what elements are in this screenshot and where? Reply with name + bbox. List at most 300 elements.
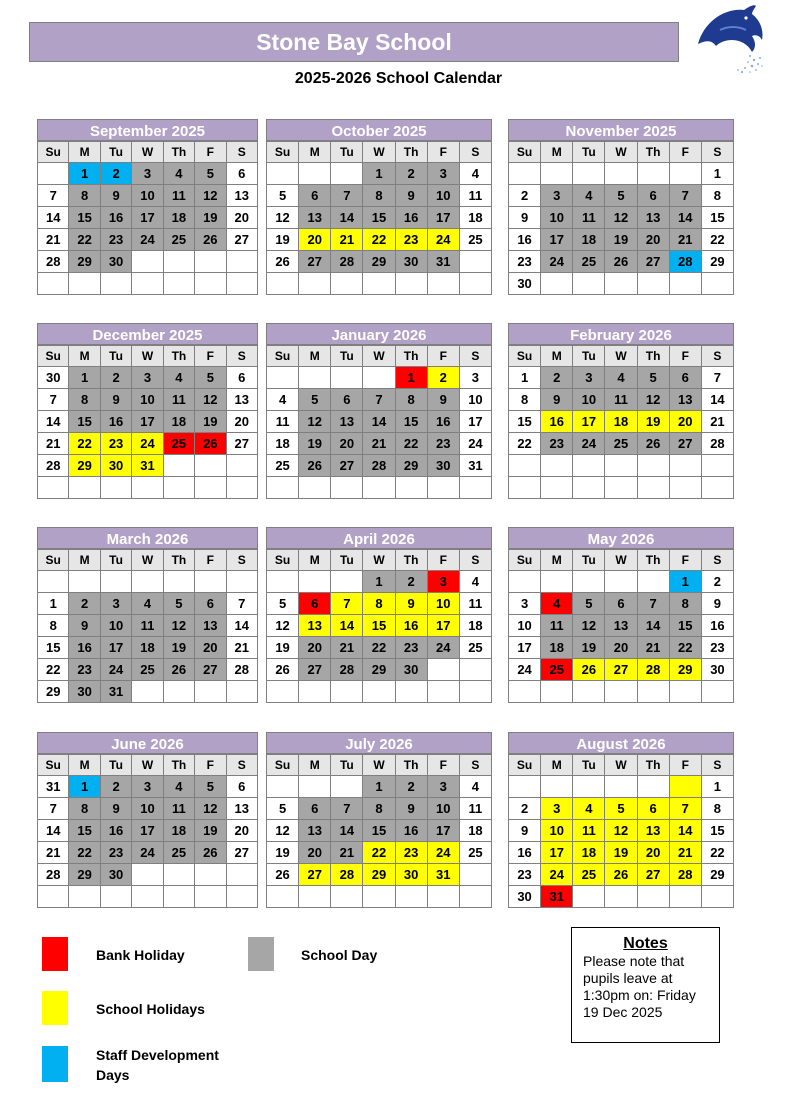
day-cell: 9 <box>509 820 541 842</box>
day-cell: 7 <box>38 389 69 411</box>
day-cell: 24 <box>132 842 163 864</box>
day-cell: 12 <box>195 798 226 820</box>
week-row <box>267 251 492 273</box>
day-cell: 19 <box>605 842 637 864</box>
empty-cell <box>267 776 299 798</box>
day-cell: 19 <box>267 637 299 659</box>
weekday-header: Tu <box>100 550 131 571</box>
month-grid <box>508 141 734 295</box>
weekday-header: F <box>427 346 459 367</box>
empty-cell <box>100 571 131 593</box>
week-row <box>267 681 492 703</box>
day-cell: 24 <box>100 659 131 681</box>
empty-cell <box>331 776 363 798</box>
day-cell: 11 <box>573 207 605 229</box>
empty-cell <box>267 681 299 703</box>
empty-cell <box>637 886 669 908</box>
empty-cell <box>132 571 163 593</box>
weekday-header: Su <box>38 755 69 776</box>
empty-cell <box>637 681 669 703</box>
day-cell: 25 <box>163 433 194 455</box>
empty-cell <box>195 273 226 295</box>
weekday-header: Th <box>395 550 427 571</box>
day-cell: 11 <box>459 798 491 820</box>
day-cell: 20 <box>669 411 701 433</box>
day-cell: 13 <box>637 207 669 229</box>
day-cell: 6 <box>226 776 257 798</box>
week-row <box>509 455 734 477</box>
empty-cell <box>701 273 733 295</box>
weekday-header: W <box>132 755 163 776</box>
day-cell: 3 <box>427 571 459 593</box>
day-cell: 24 <box>427 842 459 864</box>
day-cell: 1 <box>395 367 427 389</box>
day-cell: 24 <box>573 433 605 455</box>
empty-cell <box>331 477 363 499</box>
day-cell: 5 <box>573 593 605 615</box>
day-cell: 6 <box>226 367 257 389</box>
legend-staff-development-label: Staff Development Days <box>96 1047 219 1083</box>
day-cell: 7 <box>331 185 363 207</box>
day-cell: 3 <box>132 163 163 185</box>
empty-cell <box>195 251 226 273</box>
day-cell: 12 <box>573 615 605 637</box>
empty-cell <box>299 477 331 499</box>
month-grid <box>266 141 492 295</box>
month-name: March 2026 <box>37 527 258 549</box>
day-cell: 6 <box>299 185 331 207</box>
day-cell: 27 <box>605 659 637 681</box>
weekday-header: M <box>541 142 573 163</box>
weekday-header-row <box>38 755 258 776</box>
weekday-header: F <box>195 550 226 571</box>
empty-cell <box>669 477 701 499</box>
day-cell: 7 <box>38 185 69 207</box>
empty-cell <box>541 681 573 703</box>
weekday-header: Su <box>267 346 299 367</box>
day-cell: 11 <box>163 185 194 207</box>
weekday-header: S <box>459 142 491 163</box>
day-cell: 4 <box>573 798 605 820</box>
day-cell: 16 <box>541 411 573 433</box>
day-cell: 9 <box>395 185 427 207</box>
week-row <box>509 411 734 433</box>
day-cell: 15 <box>69 207 100 229</box>
weekday-header: S <box>701 550 733 571</box>
day-cell: 21 <box>331 842 363 864</box>
week-row <box>38 433 258 455</box>
empty-cell <box>363 886 395 908</box>
day-cell: 26 <box>267 659 299 681</box>
day-cell: 12 <box>195 185 226 207</box>
week-row <box>38 615 258 637</box>
day-cell: 2 <box>509 185 541 207</box>
day-cell: 19 <box>195 207 226 229</box>
day-cell: 13 <box>226 389 257 411</box>
day-cell: 5 <box>267 185 299 207</box>
day-cell: 31 <box>459 455 491 477</box>
weekday-header: Tu <box>100 142 131 163</box>
day-cell: 16 <box>701 615 733 637</box>
weekday-header: S <box>226 346 257 367</box>
day-cell: 11 <box>605 389 637 411</box>
day-cell: 12 <box>195 389 226 411</box>
day-cell: 9 <box>541 389 573 411</box>
week-row <box>38 798 258 820</box>
empty-cell <box>637 163 669 185</box>
day-cell: 26 <box>267 251 299 273</box>
day-cell: 2 <box>100 163 131 185</box>
weekday-header: Th <box>163 550 194 571</box>
empty-cell <box>509 571 541 593</box>
weekday-header: Tu <box>100 346 131 367</box>
day-cell: 16 <box>100 411 131 433</box>
empty-cell <box>132 477 163 499</box>
day-cell: 3 <box>509 593 541 615</box>
day-cell: 10 <box>132 798 163 820</box>
day-cell: 21 <box>226 637 257 659</box>
day-cell: 23 <box>395 842 427 864</box>
weekday-header: Th <box>637 142 669 163</box>
day-cell: 29 <box>69 864 100 886</box>
month-grid <box>508 345 734 499</box>
empty-cell <box>541 455 573 477</box>
day-cell: 4 <box>163 163 194 185</box>
day-cell: 6 <box>669 367 701 389</box>
day-cell: 21 <box>38 433 69 455</box>
empty-cell <box>195 681 226 703</box>
empty-cell <box>267 367 299 389</box>
day-cell: 8 <box>363 798 395 820</box>
day-cell: 30 <box>395 659 427 681</box>
day-cell: 24 <box>132 229 163 251</box>
legend-bank-holiday-label: Bank Holiday <box>96 947 185 963</box>
empty-cell <box>226 273 257 295</box>
weekday-header: Tu <box>331 142 363 163</box>
empty-cell <box>163 477 194 499</box>
day-cell: 19 <box>605 229 637 251</box>
day-cell: 26 <box>195 229 226 251</box>
day-cell: 27 <box>226 229 257 251</box>
month-calendar <box>37 527 258 703</box>
empty-cell <box>669 886 701 908</box>
week-row <box>38 659 258 681</box>
day-cell: 27 <box>331 455 363 477</box>
empty-cell <box>427 477 459 499</box>
weekday-header: M <box>69 550 100 571</box>
weekday-header-row <box>509 550 734 571</box>
empty-cell <box>226 571 257 593</box>
day-cell: 27 <box>669 433 701 455</box>
month-grid <box>37 345 258 499</box>
weekday-header-row <box>267 142 492 163</box>
day-cell: 29 <box>69 251 100 273</box>
day-cell: 28 <box>38 251 69 273</box>
empty-cell <box>299 681 331 703</box>
weekday-header: Th <box>637 346 669 367</box>
weekday-header: W <box>363 550 395 571</box>
empty-cell <box>331 367 363 389</box>
day-cell: 28 <box>226 659 257 681</box>
day-cell: 10 <box>132 389 163 411</box>
day-cell: 30 <box>509 886 541 908</box>
week-row <box>509 389 734 411</box>
day-cell: 4 <box>573 185 605 207</box>
day-cell: 12 <box>299 411 331 433</box>
week-row <box>267 433 492 455</box>
day-cell: 18 <box>163 411 194 433</box>
day-cell: 24 <box>509 659 541 681</box>
day-cell: 2 <box>100 776 131 798</box>
week-row <box>38 185 258 207</box>
week-row <box>267 367 492 389</box>
empty-cell <box>509 776 541 798</box>
day-cell: 28 <box>637 659 669 681</box>
weekday-header: F <box>427 550 459 571</box>
day-cell: 18 <box>132 637 163 659</box>
empty-cell <box>509 477 541 499</box>
day-cell: 7 <box>331 593 363 615</box>
empty-cell <box>163 681 194 703</box>
day-cell: 24 <box>427 229 459 251</box>
day-cell: 15 <box>701 820 733 842</box>
weekday-header: M <box>299 142 331 163</box>
day-cell: 20 <box>195 637 226 659</box>
day-cell: 1 <box>69 367 100 389</box>
empty-cell <box>637 776 669 798</box>
day-cell: 19 <box>163 637 194 659</box>
day-cell: 23 <box>100 229 131 251</box>
month-calendar <box>266 323 492 499</box>
day-cell: 9 <box>69 615 100 637</box>
month-calendar <box>508 119 734 295</box>
empty-cell <box>573 886 605 908</box>
day-cell: 1 <box>38 593 69 615</box>
weekday-header: W <box>363 142 395 163</box>
day-cell: 23 <box>395 637 427 659</box>
weekday-header: M <box>541 755 573 776</box>
day-cell: 6 <box>637 798 669 820</box>
week-row <box>38 163 258 185</box>
day-cell: 16 <box>69 637 100 659</box>
day-cell: 25 <box>573 864 605 886</box>
empty-cell <box>226 477 257 499</box>
month-name: July 2026 <box>266 732 492 754</box>
weekday-header: W <box>605 755 637 776</box>
week-row <box>509 251 734 273</box>
day-cell: 31 <box>427 251 459 273</box>
day-cell: 23 <box>69 659 100 681</box>
day-cell: 15 <box>669 615 701 637</box>
empty-cell <box>701 455 733 477</box>
week-row <box>509 163 734 185</box>
weekday-header: Th <box>637 755 669 776</box>
empty-cell <box>573 681 605 703</box>
day-cell: 1 <box>363 776 395 798</box>
day-cell: 13 <box>299 207 331 229</box>
empty-cell <box>427 273 459 295</box>
day-cell: 24 <box>541 864 573 886</box>
weekday-header: M <box>299 346 331 367</box>
day-cell: 28 <box>331 659 363 681</box>
day-cell: 8 <box>701 185 733 207</box>
day-cell: 23 <box>701 637 733 659</box>
empty-cell <box>669 681 701 703</box>
empty-cell <box>163 273 194 295</box>
day-cell: 11 <box>267 411 299 433</box>
day-cell: 28 <box>331 864 363 886</box>
empty-cell <box>541 163 573 185</box>
day-cell: 10 <box>541 820 573 842</box>
weekday-header: S <box>459 550 491 571</box>
day-cell: 13 <box>195 615 226 637</box>
week-row <box>509 659 734 681</box>
day-cell: 26 <box>195 433 226 455</box>
day-cell: 29 <box>669 659 701 681</box>
weekday-header: Th <box>163 142 194 163</box>
day-cell: 22 <box>69 433 100 455</box>
weekday-header: Tu <box>573 142 605 163</box>
day-cell: 21 <box>331 229 363 251</box>
day-cell: 1 <box>669 571 701 593</box>
empty-cell <box>637 273 669 295</box>
empty-cell <box>573 163 605 185</box>
month-name: August 2026 <box>508 732 734 754</box>
day-cell: 29 <box>395 455 427 477</box>
day-cell: 20 <box>226 411 257 433</box>
day-cell: 25 <box>459 637 491 659</box>
day-cell: 20 <box>299 637 331 659</box>
day-cell: 19 <box>267 229 299 251</box>
day-cell: 12 <box>267 207 299 229</box>
day-cell: 18 <box>163 820 194 842</box>
day-cell: 22 <box>69 842 100 864</box>
empty-cell <box>459 659 491 681</box>
day-cell: 26 <box>195 842 226 864</box>
month-grid <box>37 141 258 295</box>
day-cell: 20 <box>226 820 257 842</box>
day-cell: 8 <box>363 185 395 207</box>
day-cell: 9 <box>100 389 131 411</box>
day-cell: 7 <box>226 593 257 615</box>
day-cell: 3 <box>132 776 163 798</box>
legend-staff-development-swatch <box>42 1046 68 1082</box>
empty-cell <box>701 886 733 908</box>
day-cell: 10 <box>427 185 459 207</box>
day-cell: 7 <box>701 367 733 389</box>
week-row <box>509 273 734 295</box>
weekday-header: F <box>427 755 459 776</box>
week-row <box>267 207 492 229</box>
day-cell: 21 <box>701 411 733 433</box>
day-cell: 16 <box>100 207 131 229</box>
day-cell: 10 <box>573 389 605 411</box>
empty-cell <box>459 681 491 703</box>
day-cell: 5 <box>605 185 637 207</box>
day-cell: 27 <box>226 842 257 864</box>
empty-cell <box>459 886 491 908</box>
weekday-header: F <box>195 142 226 163</box>
empty-cell <box>163 864 194 886</box>
empty-cell <box>38 477 69 499</box>
month-name: September 2025 <box>37 119 258 141</box>
day-cell: 16 <box>395 820 427 842</box>
day-cell: 8 <box>69 389 100 411</box>
empty-cell <box>605 477 637 499</box>
day-cell: 14 <box>669 820 701 842</box>
empty-cell <box>299 776 331 798</box>
day-cell: 15 <box>701 207 733 229</box>
day-cell: 5 <box>267 593 299 615</box>
weekday-header-row <box>267 550 492 571</box>
day-cell: 11 <box>459 593 491 615</box>
empty-cell <box>637 455 669 477</box>
legend-bank-holiday-swatch <box>42 937 68 971</box>
weekday-header: F <box>669 550 701 571</box>
month-calendar <box>37 119 258 295</box>
day-cell: 17 <box>100 637 131 659</box>
month-name: January 2026 <box>266 323 492 345</box>
week-row <box>509 842 734 864</box>
empty-cell <box>132 681 163 703</box>
empty-cell <box>299 367 331 389</box>
day-cell: 15 <box>395 411 427 433</box>
empty-cell <box>195 455 226 477</box>
day-cell: 18 <box>459 207 491 229</box>
weekday-header: M <box>541 346 573 367</box>
week-row <box>509 820 734 842</box>
empty-cell <box>459 477 491 499</box>
empty-cell <box>395 681 427 703</box>
week-row <box>267 659 492 681</box>
week-row <box>38 593 258 615</box>
day-cell: 14 <box>701 389 733 411</box>
day-cell: 19 <box>299 433 331 455</box>
day-cell: 5 <box>195 367 226 389</box>
empty-cell <box>605 163 637 185</box>
day-cell: 26 <box>573 659 605 681</box>
day-cell: 18 <box>267 433 299 455</box>
month-grid <box>266 754 492 908</box>
day-cell: 8 <box>669 593 701 615</box>
empty-cell <box>38 571 69 593</box>
weekday-header: M <box>69 755 100 776</box>
day-cell: 29 <box>363 251 395 273</box>
month-name: November 2025 <box>508 119 734 141</box>
day-cell: 31 <box>541 886 573 908</box>
day-cell: 26 <box>637 433 669 455</box>
weekday-header: Tu <box>573 346 605 367</box>
day-cell: 2 <box>701 571 733 593</box>
day-cell: 19 <box>195 820 226 842</box>
day-cell: 5 <box>605 798 637 820</box>
day-cell: 15 <box>69 411 100 433</box>
day-cell: 28 <box>701 433 733 455</box>
dolphin-logo-icon <box>690 0 772 80</box>
empty-cell <box>267 273 299 295</box>
empty-cell <box>427 681 459 703</box>
week-row <box>509 637 734 659</box>
day-cell: 14 <box>637 615 669 637</box>
day-cell: 21 <box>669 842 701 864</box>
month-grid <box>37 754 258 908</box>
day-cell: 14 <box>331 615 363 637</box>
day-cell: 14 <box>38 207 69 229</box>
week-row <box>267 886 492 908</box>
day-cell: 19 <box>195 411 226 433</box>
day-cell: 15 <box>363 820 395 842</box>
legend-school-day-label: School Day <box>301 947 378 963</box>
